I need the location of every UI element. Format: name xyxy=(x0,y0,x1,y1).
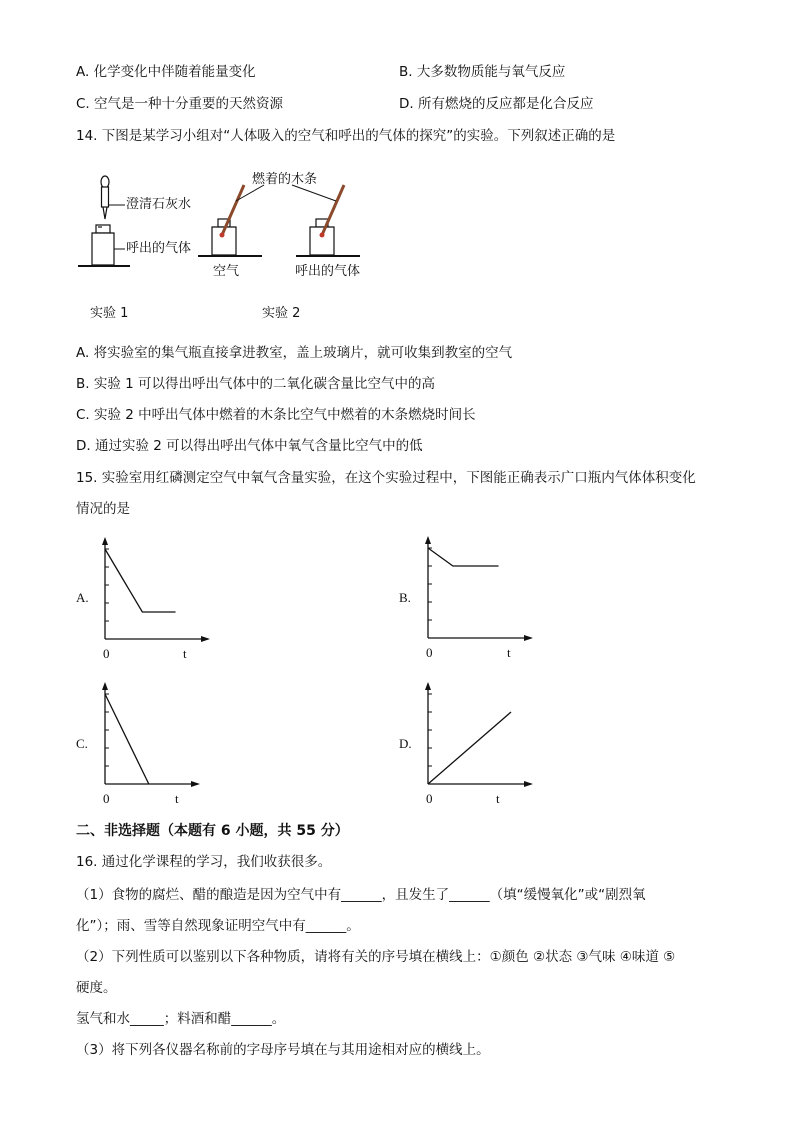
label-burning-stick: 燃着的木条 xyxy=(252,172,318,187)
section-heading: 二、非选择题（本题有 6 小题，共 55 分） xyxy=(76,823,349,839)
caption-experiment-2: 实验 2 xyxy=(262,306,301,321)
q13-option-c: C. 空气是一种十分重要的天然资源 xyxy=(76,96,284,112)
y-axis-arrow xyxy=(102,682,108,690)
q15-stem-line2: 情况的是 xyxy=(76,501,130,517)
graph-a-option: A. xyxy=(76,590,89,605)
q16-part2-line1: （2）下列性质可以鉴别以下各种物质，请将有关的序号填在横线上：①颜色 ②状态 ③气味 ④味道 ⑤ xyxy=(76,949,676,965)
graph-b-origin: 0 xyxy=(426,645,433,660)
q16-part2-line3: 氢气和水_____；料酒和醋______。 xyxy=(76,1011,286,1027)
q14-option-b: B. 实验 1 可以得出呼出气体中的二氧化碳含量比空气中的高 xyxy=(76,376,436,392)
q16-part1-line1: （1）食物的腐烂、醋的酿造是因为空气中有______，且发生了______（填“缓慢氧化”或“剧烈氧 xyxy=(76,887,646,903)
q16-part2-line2: 硬度。 xyxy=(76,980,117,996)
q15-stem-line1: 15. 实验室用红磷测定空气中氧气含量实验，在这个实验过程中，下图能正确表示广口瓶内气体体积变化 xyxy=(76,470,696,486)
graph-d-plot xyxy=(418,680,533,792)
y-axis-arrow xyxy=(102,537,108,545)
caption-experiment-1: 实验 1 xyxy=(90,306,129,321)
volume-curve xyxy=(105,549,176,612)
q14-option-c: C. 实验 2 中呼出气体中燃着的木条比空气中燃着的木条燃烧时间长 xyxy=(76,407,476,423)
graph-c-option: C. xyxy=(76,736,88,751)
label-air: 空气 xyxy=(213,264,240,279)
label-limewater: 澄清石灰水 xyxy=(126,197,192,212)
label-exhaled-gas-2: 呼出的气体 xyxy=(295,264,361,279)
graph-a-origin: 0 xyxy=(103,646,110,661)
q16-part3-line1: （3）将下列各仪器名称前的字母序号填在与其用途相对应的横线上。 xyxy=(76,1042,490,1058)
gas-bottle-air-icon xyxy=(212,219,236,255)
q16-part1-line2: 化”）；雨、雪等自然现象证明空气中有______。 xyxy=(76,918,360,934)
gas-bottle-1-icon xyxy=(92,225,114,265)
graph-d-origin: 0 xyxy=(426,791,433,806)
y-axis-arrow xyxy=(425,682,431,690)
x-axis-arrow xyxy=(191,781,200,787)
graph-b-plot xyxy=(418,534,533,646)
y-axis-arrow xyxy=(425,536,431,544)
x-axis-arrow xyxy=(524,635,533,641)
graph-c-plot xyxy=(95,680,200,792)
q13-option-d: D. 所有燃烧的反应都是化合反应 xyxy=(399,96,594,112)
graph-a-plot xyxy=(95,535,210,647)
graph-c-origin: 0 xyxy=(103,791,110,806)
dropper-icon xyxy=(101,176,109,219)
q13-option-b: B. 大多数物质能与氧气反应 xyxy=(399,64,566,80)
volume-curve xyxy=(105,694,149,784)
graph-b-t-label: t xyxy=(507,645,511,660)
graph-a-t-label: t xyxy=(183,646,187,661)
graph-c-t-label: t xyxy=(175,791,179,806)
graph-b-option: B. xyxy=(399,590,411,605)
q16-stem: 16. 通过化学课程的学习，我们收获很多。 xyxy=(76,854,332,870)
volume-curve xyxy=(428,548,499,566)
q14-option-a: A. 将实验室的集气瓶直接拿进教室，盖上玻璃片，就可收集到教室的空气 xyxy=(76,345,513,361)
x-axis-arrow xyxy=(524,781,533,787)
q13-option-a: A. 化学变化中伴随着能量变化 xyxy=(76,64,256,80)
q14-option-d: D. 通过实验 2 可以得出呼出气体中氧气含量比空气中的低 xyxy=(76,438,423,454)
label-exhaled-gas-1: 呼出的气体 xyxy=(126,241,192,256)
graph-d-option: D. xyxy=(399,736,412,751)
graph-d-t-label: t xyxy=(496,791,500,806)
q14-stem: 14. 下图是某学习小组对“人体吸入的空气和呼出的气体的探究”的实验。下列叙述正确的是 xyxy=(76,128,616,144)
volume-curve xyxy=(428,712,511,784)
x-axis-arrow xyxy=(201,636,210,642)
